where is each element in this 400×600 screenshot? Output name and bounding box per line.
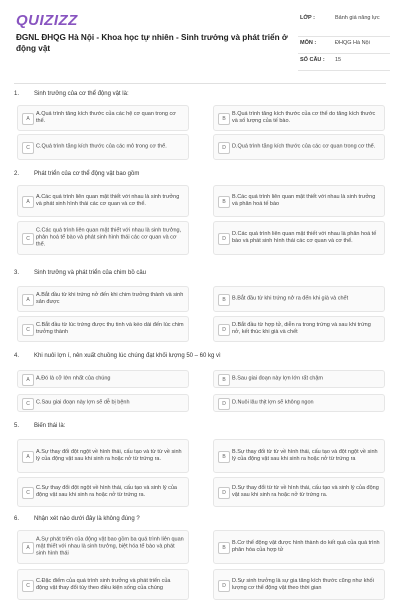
option-a[interactable] [17, 370, 189, 388]
option-letter: B [218, 294, 230, 306]
option-letter: C [22, 580, 34, 592]
option-letter: D [218, 487, 230, 499]
option-text: D.Sự thay đổi từ từ về hình thái, cấu tạo và sinh lý của động vật sau khi sinh ra hoặc nở từ trứng ra. [232, 485, 379, 498]
option-a[interactable] [17, 530, 189, 564]
option-text: B.Cơ thể động vật được hình thành do kết quả của quá trình phân hóa của hợp tử [232, 540, 380, 553]
meta-value: ĐHQG Hà Nội [335, 40, 370, 46]
option-text: B.Bắt đầu từ khi trứng nở ra đến khi già và chết [232, 295, 349, 302]
option-d[interactable] [213, 221, 385, 255]
worksheet-title: ĐGNL ĐHQG Hà Nội - Khoa học tự nhiên - Sinh trưởng và phát triển ở động vật [16, 33, 288, 53]
option-text: C.Bắt đầu từ lúc trứng được thụ tinh và kéo dài đến lúc chim trưởng thành [36, 322, 184, 335]
option-text: C.Quá trình tăng kích thước của các mô trong cơ thể. [36, 143, 167, 150]
option-letter: D [218, 580, 230, 592]
option-text: A.Đó là cỡ lớn nhất của chúng [36, 375, 111, 382]
option-text: C.Đặc điểm của quá trình sinh trưởng và phát triển của động vật thay đổi tùy theo điều kiện sống của chúng [36, 577, 171, 591]
option-text: D.Các quá trình liên quan mật thiết với nhau là phân hoá tế bào và phát sinh hình thái các cơ quan và cơ thể. [232, 231, 377, 244]
option-c[interactable] [17, 221, 189, 255]
meta-label: SỐ CÂU : [300, 57, 325, 63]
option-text: D.Quá trình tăng kích thước của các cơ quan trong cơ thể. [232, 143, 376, 150]
option-letter: D [218, 142, 230, 154]
option-letter: A [22, 374, 34, 386]
option-c[interactable] [17, 569, 189, 600]
worksheet-header [0, 0, 400, 84]
option-letter: B [218, 374, 230, 386]
question-number: 1. [14, 91, 20, 97]
header-divider [14, 83, 386, 84]
option-letter: D [218, 233, 230, 245]
option-letter: B [218, 196, 230, 208]
question-text: Sinh trưởng và phát triển của chim bồ câu [34, 270, 147, 276]
option-letter: B [218, 542, 230, 554]
meta-value: Bảnh giá năng lực [335, 15, 380, 21]
option-c[interactable] [17, 394, 189, 412]
question-number: 4. [14, 353, 20, 359]
option-b[interactable] [213, 286, 385, 312]
meta-label: LỚP : [300, 15, 315, 21]
option-b[interactable] [213, 439, 385, 473]
option-letter: A [22, 542, 34, 554]
option-letter: B [218, 113, 230, 125]
option-a[interactable] [17, 105, 189, 131]
option-text: A.Bắt đầu từ khi trứng nở đến khi chim trưởng thành và sinh sản được [36, 292, 184, 305]
option-text: C.Sau giai đoạn này lợn sẽ dễ bị bệnh [36, 399, 130, 406]
option-letter: D [218, 324, 230, 336]
option-a[interactable] [17, 439, 189, 473]
option-d[interactable] [213, 569, 385, 600]
option-text: C.Sự thay đổi đột ngột về hình thái, cấu tạo và sinh lý của động vật sau khi sinh ra hoặc nở từ trứng ra. [36, 485, 177, 498]
meta-row-socau [298, 54, 390, 71]
question-text: Khi nuôi lợn í, nên xuất chuồng lúc chúng đạt khối lượng 50 – 60 kg vì [34, 353, 221, 359]
question-text: Biến thái là: [34, 423, 66, 429]
question-number: 3. [14, 270, 20, 276]
question-text: Sinh trưởng của cơ thể động vật là: [34, 91, 129, 97]
option-a[interactable] [17, 185, 189, 217]
option-letter: C [22, 142, 34, 154]
option-text: B.Sự thay đổi từ từ về hình thái, cấu tạo và đột ngột về sinh lý của động vật sau khi sinh ra hoặc nở từ trứng ra [232, 449, 378, 462]
option-b[interactable] [213, 530, 385, 564]
option-a[interactable] [17, 286, 189, 312]
option-d[interactable] [213, 134, 385, 160]
meta-label: MÔN : [300, 40, 317, 46]
option-letter: A [22, 294, 34, 306]
question-number: 2. [14, 171, 20, 177]
option-text: D.Nuôi lâu thịt lợn sẽ không ngon [232, 399, 314, 406]
option-text: D.Sự sinh trưởng là sự gia tăng kích thước cũng như khối lượng cơ thể động vật theo thời gian [232, 577, 374, 591]
option-c[interactable] [17, 134, 189, 160]
option-text: A.Sự phát triển của động vật bao gồm ba quá trình liên quan mật thiết với nhau là sinh trưởng, biệt hóa tế bào và phát sinh hình thái [36, 536, 184, 557]
question-text: Phát triển của cơ thể động vật bao gồm [34, 171, 140, 177]
meta-value: 15 [335, 57, 342, 63]
meta-row-mon [298, 37, 390, 54]
option-text: B.Các quá trình liên quan mật thiết với nhau là sinh trưởng và phân hoá tế bào [232, 194, 376, 207]
option-b[interactable] [213, 105, 385, 131]
quizizz-logo: QUIZIZZ [16, 12, 78, 29]
option-text: A.Quá trình tăng kích thước của các hệ cơ quan trong cơ thể. [36, 111, 176, 124]
option-letter: C [22, 487, 34, 499]
option-text: B.Sau giai đoạn này lợn lớn rất chậm [232, 375, 323, 382]
option-letter: C [22, 398, 34, 410]
option-text: A.Sự thay đổi đột ngột về hình thái, cấu tạo và từ từ về sinh lý của động vật sau khi sinh ra hoặc nở từ trứng ra. [36, 449, 182, 462]
option-d[interactable] [213, 316, 385, 342]
meta-table [298, 12, 390, 71]
option-c[interactable] [17, 477, 189, 507]
option-text: B.Quá trình tăng kích thước của cơ thể do tăng kích thước và số lượng của tế bào. [232, 111, 376, 124]
option-text: D.Bắt đầu từ hợp tử, diễn ra trong trứng và sau khi trứng nở, kết thúc khi già và chết [232, 322, 371, 335]
option-text: A.Các quá trình liên quan mật thiết với nhau là sinh trưởng và phát sinh hình thái các cơ quan và cơ thể. [36, 194, 180, 207]
option-b[interactable] [213, 370, 385, 388]
question-number: 6. [14, 516, 20, 522]
option-c[interactable] [17, 316, 189, 342]
option-b[interactable] [213, 185, 385, 217]
option-letter: A [22, 451, 34, 463]
option-d[interactable] [213, 477, 385, 507]
option-text: C.Các quá trình liên quan mật thiết với nhau là sinh trưởng, phân hoá tế bào và phát sinh hình thái các cơ quan và cơ thể. [36, 227, 182, 248]
option-letter: C [22, 324, 34, 336]
option-letter: A [22, 196, 34, 208]
question-text: Nhận xét nào dưới đây là không đúng ? [34, 516, 140, 522]
option-letter: B [218, 451, 230, 463]
option-letter: D [218, 398, 230, 410]
question-number: 5. [14, 423, 20, 429]
option-letter: A [22, 113, 34, 125]
option-letter: C [22, 233, 34, 245]
meta-row-lop [298, 12, 390, 37]
option-d[interactable] [213, 394, 385, 412]
